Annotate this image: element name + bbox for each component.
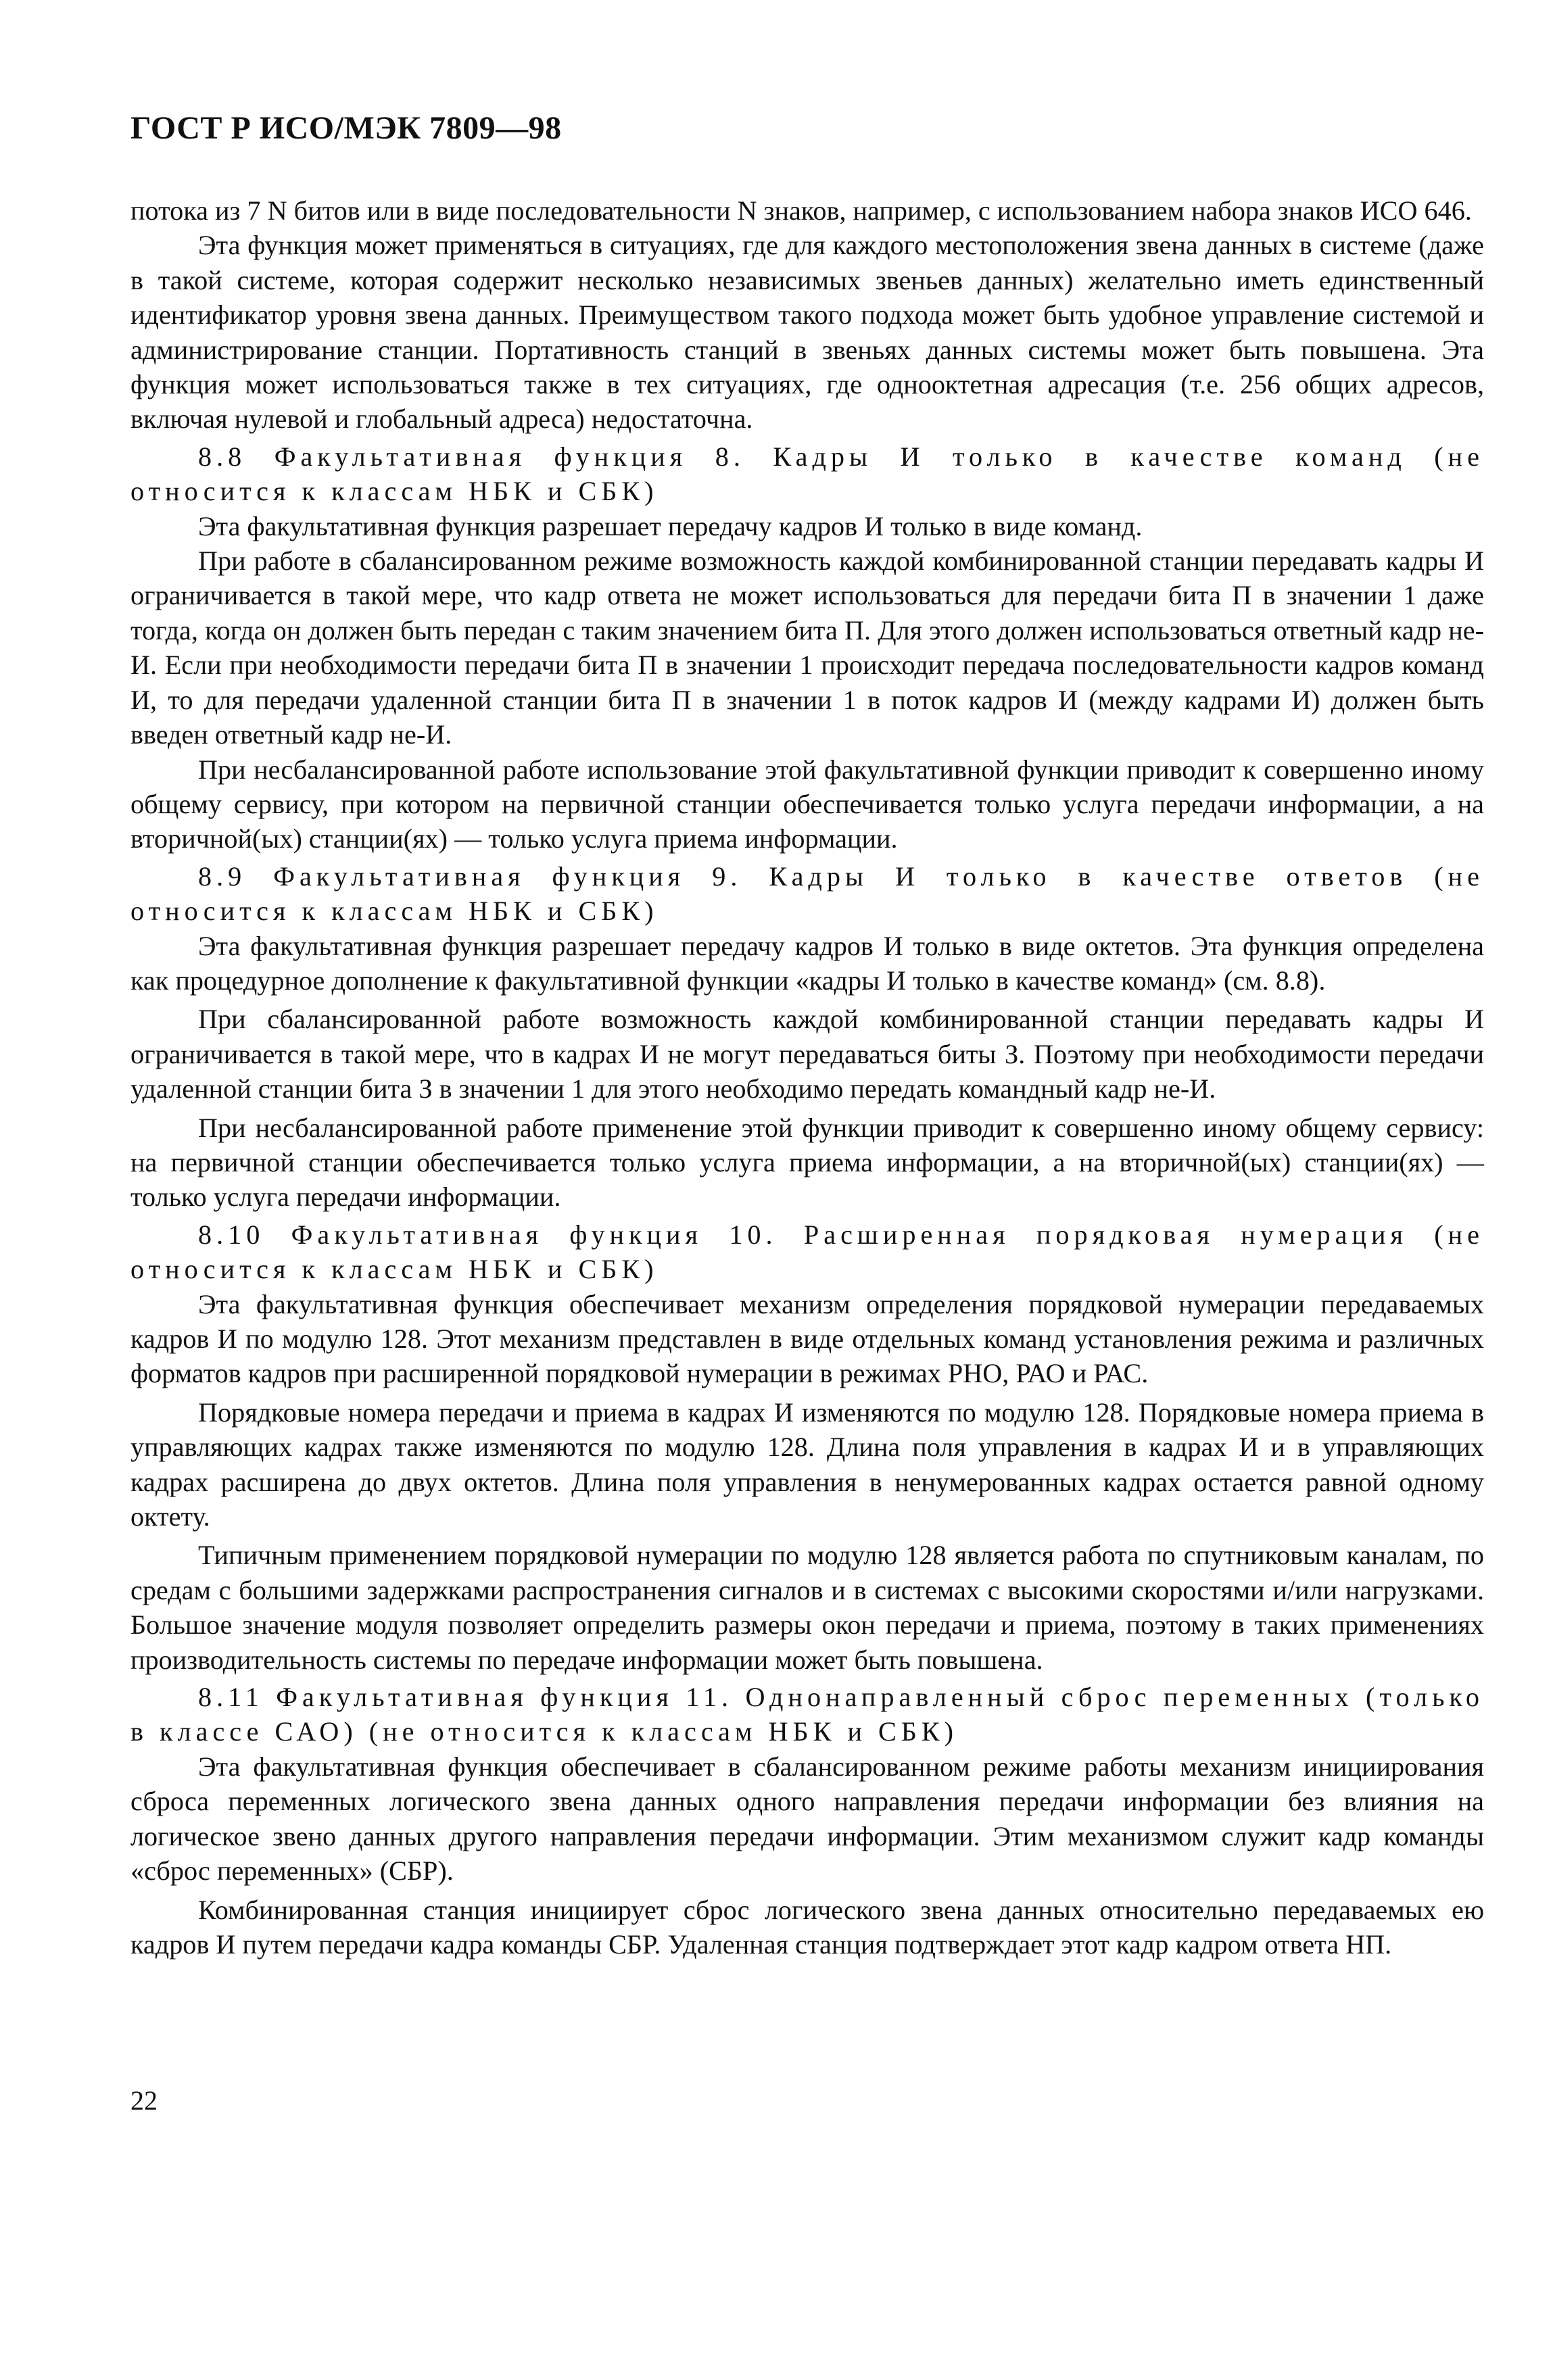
document-header: ГОСТ Р ИСО/МЭК 7809—98 [130, 110, 562, 146]
paragraph: При сбалансированной работе возможность каждой комбинированной станции передавать кадры И ограничивается в такой мере, что в кадрах И не могут передаваться биты З. Поэтому при необходимости передачи удаленной станции бита З в значении 1 для этого необходимо передать командный кадр не-И. [130, 1004, 1484, 1104]
paragraph: Комбинированная станция инициирует сброс логического звена данных относительно передаваемых ею кадров И путем передачи кадра команды СБР. Удаленная станция подтверждает этот кадр кадром ответа НП. [130, 1894, 1484, 1960]
paragraph: Эта факультативная функция разрешает передачу кадров И только в виде октетов. Эта функция определена как процедурное дополнение к факультативной функции «кадры И только в качестве команд» (см. 8.8). [130, 930, 1484, 996]
paragraph: потока из 7 N битов или в виде последовательности N знаков, например, с использованием набора знаков ИСО 646. [130, 195, 1472, 226]
page-number: 22 [130, 2085, 158, 2116]
document-body [130, 193, 1484, 1962]
paragraph: Порядковые номера передачи и приема в кадрах И изменяются по модулю 128. Порядковые номера приема в управляющих кадрах также изменяются по модулю 128. Длина поля управления в кадрах И и в управляющих кадрах расширена до двух октетов. Длина поля управления в ненумерованных кадрах остается равной одному октету. [130, 1397, 1484, 1532]
paragraph: Эта факультативная функция обеспечивает в сбалансированном режиме работы механизм инициирования сброса переменных логического звена данных одного направления передачи информации без влияния на логическое звено данных другого направления передачи информации. Этим механизмом служит кадр команды «сброс переменных» (СБР). [130, 1751, 1484, 1887]
paragraph: При работе в сбалансированном режиме возможность каждой комбинированной станции передавать кадры И ограничивается в такой мере, что кадр ответа не может использоваться для передачи бита П в значении 1 даже тогда, когда он должен быть передан с таким значением бита П. Для этого должен использоваться ответный кадр не-И. Если при необходимости передачи бита П в значении 1 происходит передача последовательности кадров команд И, то для передачи удаленной станции бита П в значении 1 в поток кадров И (между кадрами И) должен быть введен ответный кадр не-И. [130, 545, 1484, 750]
paragraph: Эта факультативная функция разрешает передачу кадров И только в виде команд. [198, 510, 1143, 541]
section-heading-8-8: 8.8 Факультативная функция 8. Кадры И только в качестве команд (не относится к классам НБК и СБК) [130, 441, 1484, 507]
paragraph: При несбалансированной работе использование этой факультативной функции приводит к совершенно иному общему сервису, при котором на первичной станции обеспечивается только услуга передачи информации, а на вторичной(ых) станции(ях) — только услуга приема информации. [130, 754, 1484, 854]
paragraph: Типичным применением порядковой нумерации по модулю 128 является работа по спутниковым каналам, по средам с большими задержками распространения сигналов и в системах с высокими скоростями и/или нагрузками. Большое значение модуля позволяет определить размеры окон передачи и приема, поэтому в таких применениях производительность системы по передаче информации может быть повышена. [130, 1540, 1484, 1675]
section-heading-8-11: 8.11 Факультативная функция 11. Однонаправленный сброс переменных (только в классе САО) (не относится к классам НБК и СБК) [130, 1682, 1484, 1747]
paragraph: Эта факультативная функция обеспечивает механизм определения порядковой нумерации передаваемых кадров И по модулю 128. Этот механизм представлен в виде отдельных команд установления режима и различных форматов кадров при расширенной порядковой нумерации в режимах РНО, РАО и РАС. [130, 1288, 1484, 1389]
paragraph: При несбалансированной работе применение этой функции приводит к совершенно иному общему сервису: на первичной станции обеспечивается только услуга приема информации, а на вторичной(ых) станции(ях) — только услуга передачи информации. [130, 1112, 1484, 1213]
section-heading-8-10: 8.10 Факультативная функция 10. Расширенная порядковая нумерация (не относится к классам НБК и СБК) [130, 1219, 1484, 1285]
section-heading-8-9: 8.9 Факультативная функция 9. Кадры И только в качестве ответов (не относится к классам НБК и СБК) [130, 860, 1484, 927]
paragraph: Эта функция может применяться в ситуациях, где для каждого местоположения звена данных в системе (даже в такой системе, которая содержит несколько независимых звеньев данных) желательно иметь единственный идентификатор уровня звена данных. Преимуществом такого подхода может быть удобное управление системой и администрирование станции. Портативность станций в звеньях данных системы может быть повышена. Эта функция может использоваться также в тех ситуациях, где однооктетная адресация (т.е. 256 общих адресов, включая нулевой и глобальный адреса) недостаточна. [130, 230, 1484, 435]
